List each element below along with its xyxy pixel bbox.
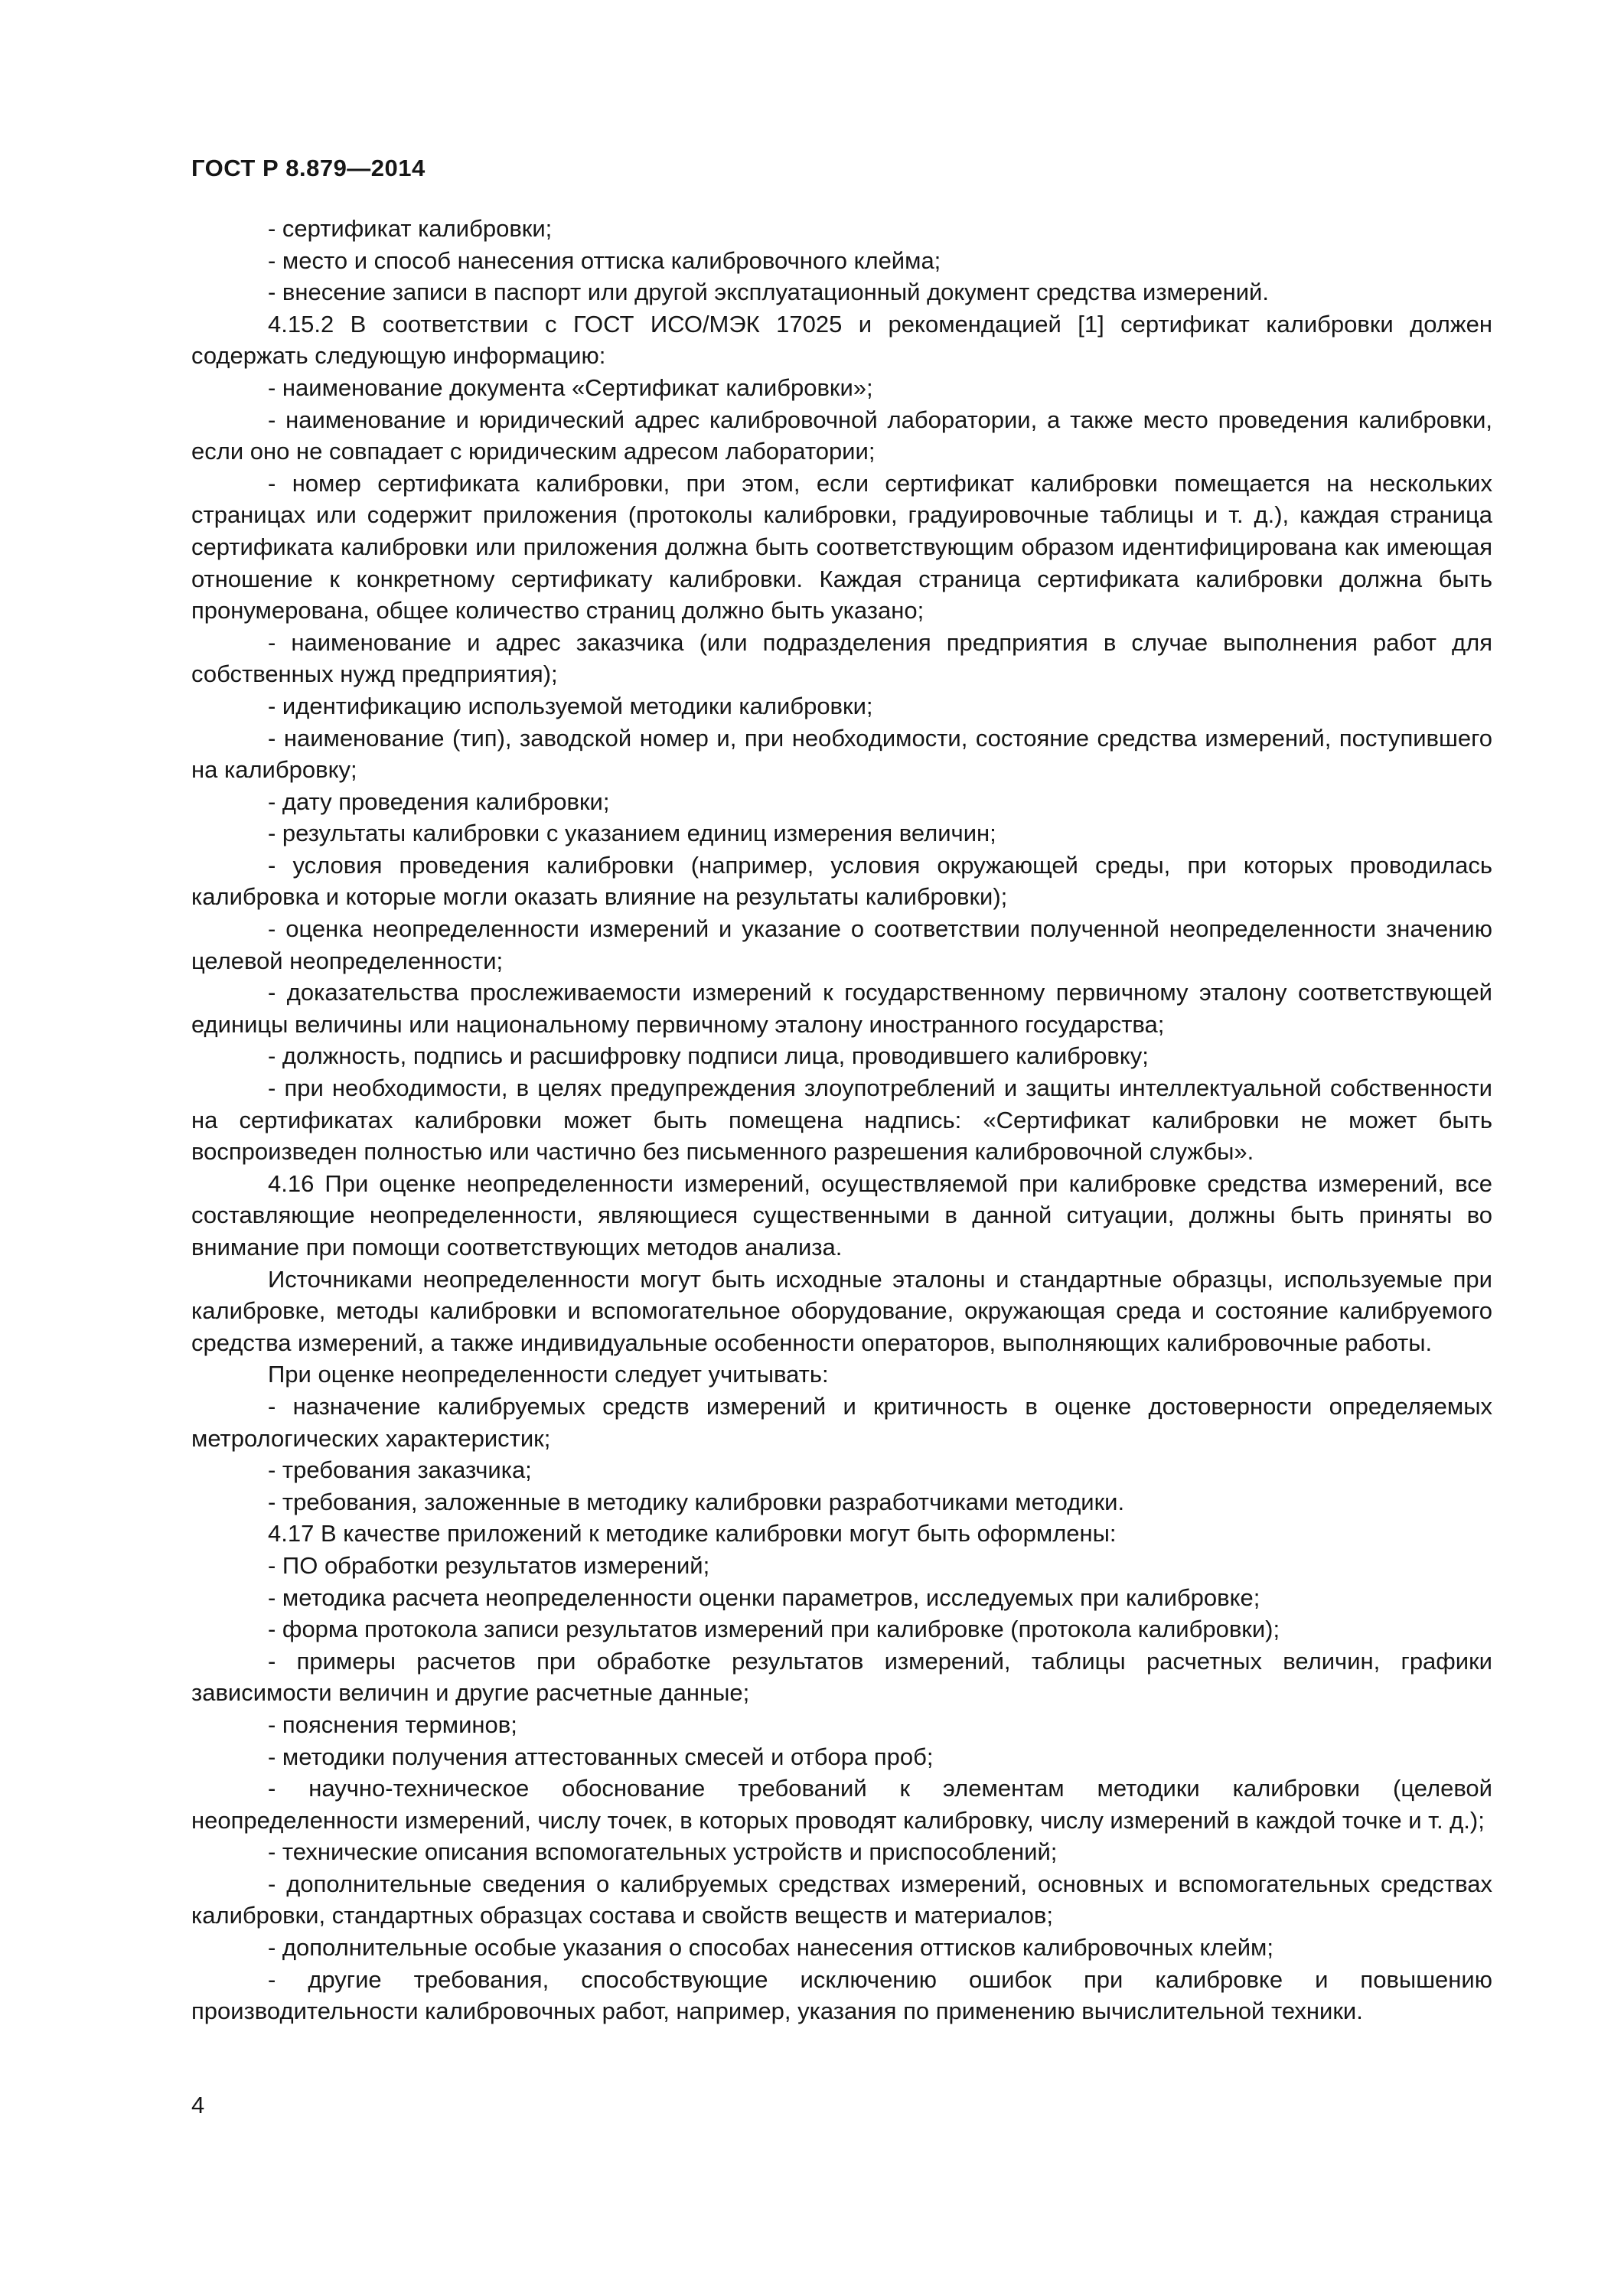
paragraph: - другие требования, способствующие исключению ошибок при калибровке и повышению производительности калибровочных работ, например, указания по применению вычислительной техники. bbox=[191, 1965, 1492, 2025]
paragraph: - доказательства прослеживаемости измерений к государственному первичному эталону соответствующей единицы величины или национальному первичному эталону иностранного государства; bbox=[191, 979, 1492, 1038]
paragraph: - форма протокола записи результатов измерений при калибровке (протокола калибровки); bbox=[268, 1616, 1280, 1643]
paragraph: - место и способ нанесения оттиска калибровочного клейма; bbox=[268, 246, 941, 274]
paragraph: - методика расчета неопределенности оценки параметров, исследуемых при калибровке; bbox=[268, 1583, 1260, 1611]
paragraph: - дату проведения калибровки; bbox=[268, 788, 610, 815]
paragraph: - наименование (тип), заводской номер и, при необходимости, состояние средства измерений, поступившего на калибровку; bbox=[191, 724, 1492, 784]
page-number: 4 bbox=[191, 2092, 205, 2118]
paragraph: - наименование документа «Сертификат калибровки»; bbox=[268, 373, 873, 401]
paragraph: - результаты калибровки с указанием единиц измерения величин; bbox=[268, 820, 996, 847]
document-code-header: ГОСТ Р 8.879—2014 bbox=[191, 155, 426, 181]
paragraph: - сертификат калибровки; bbox=[268, 215, 553, 242]
document-body bbox=[191, 213, 1492, 2027]
paragraph: - требования, заложенные в методику калибровки разработчиками методики. bbox=[268, 1488, 1125, 1515]
paragraph: - при необходимости, в целях предупреждения злоупотреблений и защиты интеллектуальной собственности на сертификатах калибровки может быть помещена надпись: «Сертификат калибровки не может быть воспроизведен полностью или частично без письменного разрешения калибровочной службы». bbox=[191, 1075, 1492, 1166]
paragraph: - номер сертификата калибровки, при этом, если сертификат калибровки помещается на нескольких страницах или содержит приложения (протоколы калибровки, градуировочные таблицы и т. д.), каждая страница сертификата калибровки или приложения должна быть соответствующим образом идентифицирована как имеющая отношение к конкретному сертификату калибровки. Каждая страница сертификата калибровки должна быть пронумерована, общее количество страниц должно быть указано; bbox=[191, 469, 1492, 625]
paragraph: - методики получения аттестованных смесей и отбора проб; bbox=[268, 1743, 934, 1770]
paragraph: 4.16 При оценке неопределенности измерений, осуществляемой при калибровке средства измерений, все составляющие неопределенности, являющиеся существенными в данной ситуации, должны быть приняты во внимание при помощи соответствующих методов анализа. bbox=[191, 1169, 1492, 1261]
paragraph: - дополнительные особые указания о способах нанесения оттисков калибровочных клейм; bbox=[268, 1934, 1273, 1962]
paragraph: Источниками неопределенности могут быть исходные эталоны и стандартные образцы, используемые при калибровке, методы калибровки и вспомогательное оборудование, окружающая среда и состояние калибруемого средства измерений, а также индивидуальные особенности операторов, выполняющих калибровочные работы. bbox=[191, 1265, 1492, 1356]
paragraph: - технические описания вспомогательных устройств и приспособлений; bbox=[268, 1838, 1058, 1866]
paragraph: - оценка неопределенности измерений и указание о соответствии полученной неопределенности значению целевой неопределенности; bbox=[191, 915, 1492, 974]
paragraph: - требования заказчика; bbox=[268, 1456, 532, 1484]
paragraph: - дополнительные сведения о калибруемых средствах измерений, основных и вспомогательных средствах калибровки, стандартных образцах состава и свойств веществ и материалов; bbox=[191, 1870, 1492, 1929]
paragraph: 4.17 В качестве приложений к методике калибровки могут быть оформлены: bbox=[268, 1520, 1117, 1548]
paragraph: - примеры расчетов при обработке результатов измерений, таблицы расчетных величин, графики зависимости величин и другие расчетные данные; bbox=[191, 1647, 1492, 1707]
paragraph: При оценке неопределенности следует учитывать: bbox=[268, 1361, 829, 1388]
paragraph: 4.15.2 В соответствии с ГОСТ ИСО/МЭК 17025 и рекомендацией [1] сертификат калибровки должен содержать следующую информацию: bbox=[191, 310, 1492, 370]
paragraph: - наименование и адрес заказчика (или подразделения предприятия в случае выполнения работ для собственных нужд предприятия); bbox=[191, 628, 1492, 688]
paragraph: - назначение калибруемых средств измерений и критичность в оценке достоверности определяемых метрологических характеристик; bbox=[191, 1392, 1492, 1452]
paragraph: - должность, подпись и расшифровку подписи лица, проводившего калибровку; bbox=[268, 1042, 1149, 1070]
paragraph: - условия проведения калибровки (например, условия окружающей среды, при которых проводилась калибровка и которые могли оказать влияние на результаты калибровки); bbox=[191, 851, 1492, 911]
paragraph: - ПО обработки результатов измерений; bbox=[268, 1551, 710, 1579]
paragraph: - наименование и юридический адрес калибровочной лаборатории, а также место проведения калибровки, если оно не совпадает с юридическим адресом лаборатории; bbox=[191, 406, 1492, 465]
paragraph: - научно-техническое обоснование требований к элементам методики калибровки (целевой неопределенности измерений, числу точек, в которых проводят калибровку, числу измерений в каждой точке и т. д.); bbox=[191, 1775, 1492, 1834]
paragraph: - пояснения терминов; bbox=[268, 1711, 517, 1738]
paragraph: - внесение записи в паспорт или другой эксплуатационный документ средства измерений. bbox=[268, 279, 1269, 306]
paragraph: - идентификацию используемой методики калибровки; bbox=[268, 692, 873, 719]
